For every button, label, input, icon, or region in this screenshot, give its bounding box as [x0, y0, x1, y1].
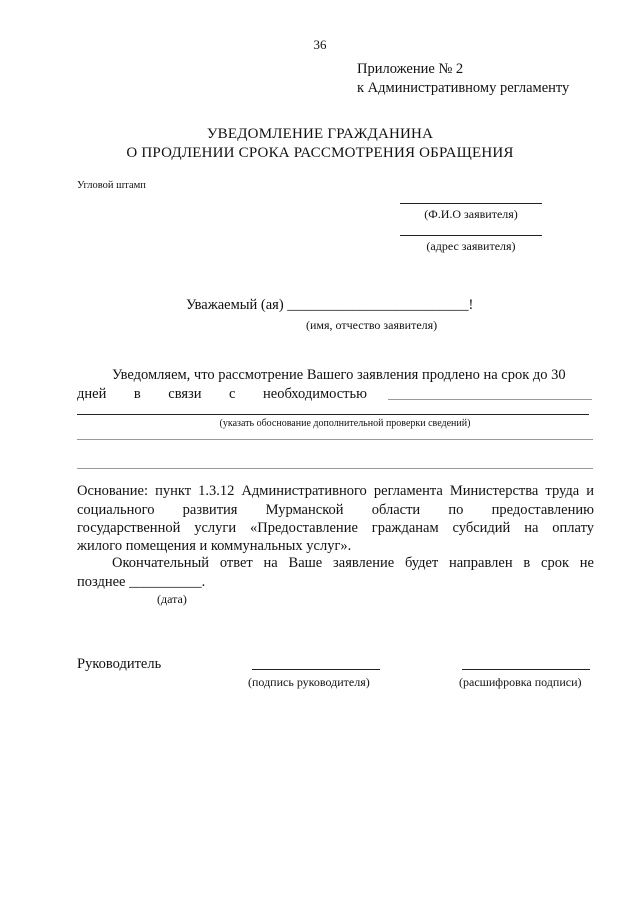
- notice-word: необходимостью: [263, 386, 367, 402]
- basis-word: развития: [182, 502, 238, 518]
- fio-line: [400, 203, 542, 204]
- appendix-reference: к Административному регламенту: [357, 80, 570, 96]
- signature-line: [252, 669, 380, 670]
- address-line: [400, 235, 542, 236]
- decoding-caption: (расшифровка подписи): [459, 675, 582, 689]
- corner-stamp-label: Угловой штамп: [77, 180, 146, 191]
- basis-line1: Основание: пункт 1.3.12 Административного регламента Министерства труда и: [77, 483, 594, 499]
- notice-line1: Уведомляем, что рассмотрение Вашего заявления продлено на срок до 30: [112, 367, 566, 383]
- notice-word: в: [133, 386, 141, 402]
- reason-fill-line: [388, 399, 592, 400]
- reason-caption: (указать обоснование дополнительной проверки сведений): [219, 418, 471, 429]
- final-answer-line1: Окончательный ответ на Ваше заявление будет направлен в срок не: [112, 555, 594, 571]
- greeting-caption: (имя, отчество заявителя): [306, 318, 438, 332]
- extra-line-1: [77, 439, 593, 440]
- page-number: 36: [313, 37, 327, 52]
- document-title-line2: О ПРОДЛЕНИИ СРОКА РАССМОТРЕНИЯ ОБРАЩЕНИЯ: [126, 145, 514, 161]
- basis-line4: жилого помещения и коммунальных услуг».: [77, 538, 352, 554]
- basis-word: Мурманской: [265, 502, 344, 518]
- extra-line-2: [77, 468, 593, 469]
- notice-word: с: [229, 386, 236, 402]
- reason-line: [77, 414, 589, 415]
- notice-line2: [77, 386, 367, 403]
- decoding-line: [462, 669, 590, 670]
- fio-caption: (Ф.И.О заявителя): [424, 207, 518, 221]
- basis-line2: [77, 502, 594, 519]
- basis-word: по: [448, 502, 464, 518]
- appendix-number: Приложение № 2: [357, 61, 464, 77]
- document-title-line1: УВЕДОМЛЕНИЕ ГРАЖДАНИНА: [206, 126, 434, 142]
- basis-line3: государственной услуги «Предоставление гражданам субсидий на оплату: [77, 520, 594, 536]
- basis-word: социального: [77, 502, 155, 518]
- signature-role: Руководитель: [77, 656, 162, 672]
- basis-word: предоставлению: [491, 502, 594, 518]
- final-answer-line2: позднее __________.: [77, 574, 206, 590]
- signature-caption: (подпись руководителя): [248, 675, 370, 689]
- date-caption: (дата): [157, 592, 187, 606]
- basis-word: области: [371, 502, 421, 518]
- notice-word: дней: [77, 386, 107, 402]
- address-caption: (адрес заявителя): [426, 239, 516, 253]
- greeting-text: Уважаемый (ая) _________________________!: [186, 297, 474, 313]
- notice-word: связи: [168, 386, 202, 402]
